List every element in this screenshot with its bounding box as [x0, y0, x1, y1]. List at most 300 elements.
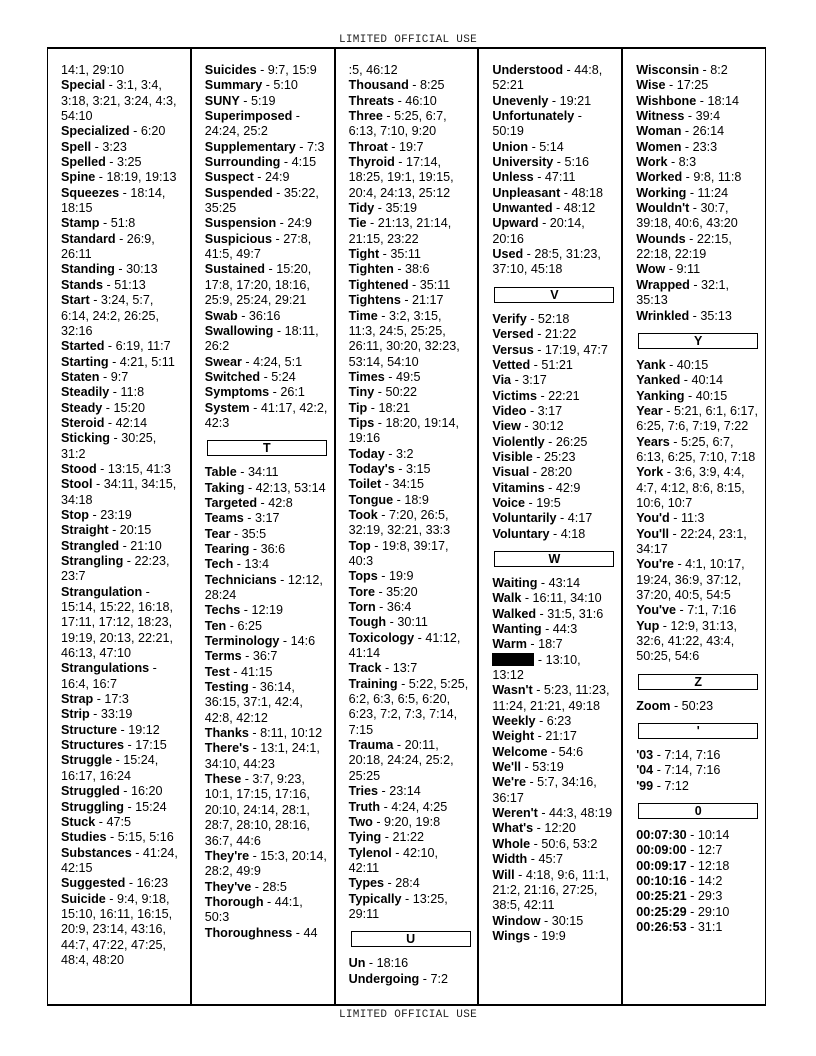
- page-line-references: 18:20, 19:14, 19:16: [348, 415, 459, 446]
- page-line-references: 9:8, 11:8: [693, 170, 742, 185]
- page-line-references: 7:1, 7:16: [687, 603, 737, 618]
- index-entry: Weight - 21:17: [492, 729, 577, 744]
- index-term: Tips: [348, 415, 375, 430]
- page-line-references: 4:15: [291, 155, 317, 170]
- page-line-references: 4:24, 4:25: [391, 799, 448, 814]
- page-line-references: 18:11, 26:2: [204, 323, 319, 354]
- page-line-references: 5:7, 34:16, 36:17: [492, 775, 597, 805]
- page-line-references: 5:15, 5:16: [117, 830, 174, 845]
- page-line-references: 4:18: [560, 526, 586, 541]
- index-term: Witness: [636, 109, 685, 124]
- index-entry: Walked - 31:5, 31:6: [492, 606, 604, 621]
- index-entry: Unless - 47:11: [492, 170, 576, 185]
- index-column-3: [336, 49, 480, 1004]
- index-entry: Swallowing - 18:11, 26:2: [204, 323, 319, 354]
- page-line-references: 48:12: [563, 201, 596, 216]
- index-term: Strangled: [61, 538, 120, 553]
- page-line-references: 5:14: [539, 139, 564, 154]
- index-entry: Years - 5:25, 6:7, 6:13, 6:25, 7:10, 7:18: [636, 434, 756, 464]
- index-term: 00:10:16: [636, 874, 687, 889]
- page-line-references: 3:17: [254, 511, 280, 526]
- index-entry: Unwanted - 48:12: [492, 201, 596, 216]
- page-line-references: 51:13: [114, 277, 146, 292]
- page-line-references: 39:4: [695, 109, 721, 124]
- page-line-references: 15:24, 16:17, 16:24: [61, 753, 159, 783]
- page-line-references: 21:17: [545, 729, 577, 744]
- index-term: Swallowing: [204, 323, 274, 338]
- index-entry: Visual - 28:20: [492, 465, 572, 480]
- index-entry: Tops - 19:9: [348, 569, 414, 584]
- page-line-references: 5:19: [251, 93, 276, 108]
- page-line-references: 44:3: [552, 622, 578, 636]
- page-line-references: 23:19: [100, 507, 132, 522]
- index-entry: Tries - 23:14: [348, 784, 421, 799]
- index-term: University: [492, 155, 554, 170]
- index-entry: 00:07:30 - 10:14: [636, 828, 730, 843]
- page-line-references: 30:13: [126, 262, 158, 277]
- page-line-references: 52:18: [537, 311, 570, 326]
- index-entry: Woman - 26:14: [636, 124, 725, 139]
- index-term: Tries: [348, 784, 378, 799]
- page-line-references: 8:2: [710, 63, 728, 77]
- index-entry: Thoroughness - 44: [204, 925, 318, 940]
- index-term: Vetted: [492, 357, 531, 372]
- index-entry: They're - 15:3, 20:14, 28:2, 49:9: [204, 848, 327, 879]
- index-entry: Victims - 22:21: [492, 388, 580, 403]
- page-line-references: 13:25, 29:11: [348, 891, 448, 921]
- page-line-references: 3:17: [522, 373, 547, 388]
- index-term: Standard: [61, 231, 116, 246]
- page-line-references: 36:7: [252, 649, 278, 664]
- index-entry: Strap - 17:3: [61, 692, 129, 707]
- index-entry: Typically - 13:25, 29:11: [348, 891, 448, 921]
- index-entry: Summary - 5:10: [204, 78, 298, 93]
- index-entry: Teams - 3:17: [204, 511, 280, 526]
- index-entry: Studies - 5:15, 5:16: [61, 830, 174, 845]
- index-entry: Suicides - 9:7, 15:9: [204, 63, 317, 77]
- index-term: Threats: [348, 93, 395, 108]
- index-term: Toxicology: [348, 630, 415, 645]
- index-entry: Tightens - 21:17: [348, 293, 444, 308]
- index-term: Understood: [492, 63, 564, 77]
- page-line-references: 19:21: [559, 93, 592, 108]
- page-line-references: 22:24, 23:1, 34:17: [636, 526, 747, 556]
- index-entry: View - 30:12: [492, 419, 564, 434]
- page-line-references: 7:20, 26:5, 32:19, 32:21, 33:3: [348, 507, 451, 538]
- index-term: Yanked: [636, 373, 681, 388]
- index-term: Tore: [348, 584, 375, 599]
- index-entry: 00:25:21 - 29:3: [636, 889, 723, 904]
- page-line-references: 38:6: [405, 262, 430, 277]
- page-line-references: 35:19: [385, 201, 417, 216]
- index-term: Steady: [61, 400, 103, 415]
- index-term: Violently: [492, 434, 545, 449]
- index-term: Times: [348, 369, 385, 384]
- index-entry: Standard - 26:9, 26:11: [61, 231, 155, 262]
- index-entry: Strangled - 21:10: [61, 538, 162, 553]
- index-entry: Started - 6:19, 11:7: [61, 339, 171, 354]
- page-line-references: 21:22: [544, 327, 577, 342]
- page-line-references: 40:14: [691, 373, 724, 388]
- header-banner: LIMITED OFFICIAL USE: [338, 34, 478, 46]
- index-term: Voluntary: [492, 526, 550, 541]
- page-line-references: 5:24: [271, 369, 296, 384]
- index-term: Staten: [61, 369, 100, 384]
- index-term: Spelled: [61, 155, 106, 170]
- index-entry: Two - 9:20, 19:8: [348, 814, 441, 829]
- index-term: Three: [348, 109, 383, 124]
- index-entry: Yup - 12:9, 31:13, 32:6, 41:22, 43:4, 50:25, 54:6: [636, 618, 738, 664]
- index-entry: Tighten - 38:6: [348, 262, 430, 277]
- index-entry: Spine - 18:19, 19:13: [61, 170, 177, 185]
- index-entry: What's - 12:20: [492, 821, 576, 836]
- page-line-references: 17:3: [104, 692, 129, 707]
- index-entry: Understood - 44:8, 52:21: [492, 63, 603, 93]
- index-term: Welcome: [492, 744, 548, 759]
- page-line-references: 33:19: [100, 707, 133, 722]
- index-term: Visible: [492, 449, 533, 464]
- index-term: Start: [61, 293, 90, 308]
- page-line-references: 35:11: [419, 277, 451, 292]
- page-line-references: 42:10, 42:11: [348, 845, 438, 875]
- page-line-references: 16:20: [130, 784, 163, 799]
- index-term: Time: [348, 308, 378, 323]
- index-entry: Verify - 52:18: [492, 311, 570, 326]
- index-entry: Start - 3:24, 5:7, 6:14, 24:2, 26:25, 32:16: [61, 293, 160, 338]
- index-term: 00:09:00: [636, 843, 687, 858]
- page-line-references: 12:7: [697, 843, 723, 858]
- footer-banner: LIMITED OFFICIAL USE: [338, 1009, 478, 1021]
- index-entry: Video - 3:17: [492, 403, 563, 418]
- index-entry: Taking - 42:13, 53:14: [204, 480, 326, 495]
- index-entry: Stamp - 51:8: [61, 216, 136, 231]
- index-entry: Tightened - 35:11: [348, 277, 451, 292]
- index-term: Started: [61, 339, 105, 354]
- page-line-references: 30:25, 31:2: [61, 431, 157, 461]
- index-entry: Upward - 20:14, 20:16: [492, 216, 585, 246]
- index-entry: Vetted - 51:21: [492, 357, 573, 372]
- index-term: Technicians: [204, 572, 277, 587]
- page-line-references: 4:18, 9:6, 11:1, 21:2, 21:16, 27:25, 38:5, 42:11: [492, 867, 609, 913]
- page-line-references: 19:9: [388, 569, 414, 584]
- page-line-references: 6:20: [140, 124, 166, 139]
- page-line-references: 28:4: [395, 876, 420, 891]
- page-line-references: 22:23, 23:7: [61, 554, 170, 584]
- index-column-1: [48, 49, 192, 1004]
- page-line-references: 36:4: [386, 600, 412, 615]
- index-entry: Un - 18:16: [348, 956, 409, 971]
- index-entry: Thanks - 8:11, 10:12: [204, 726, 323, 741]
- page-line-references: 36:6: [260, 541, 286, 556]
- index-entry: Suspicious - 27:8, 41:5, 49:7: [204, 231, 312, 262]
- index-entry: Squeezes - 18:14, 18:15: [61, 185, 166, 216]
- index-term: Tiny: [348, 385, 375, 400]
- index-entry: Tech - 13:4: [204, 557, 269, 572]
- index-term: 00:25:29: [636, 904, 687, 919]
- page-line-references: 7:2: [430, 971, 448, 986]
- index-entry: Wishbone - 18:14: [636, 93, 739, 108]
- index-term: Wow: [636, 262, 666, 277]
- index-term: Wounds: [636, 231, 686, 246]
- index-entry: Unfortunately - 50:19: [492, 109, 582, 139]
- index-term: Woman: [636, 124, 682, 139]
- page-line-references: 42:8: [268, 495, 293, 510]
- index-term: Steadily: [61, 385, 110, 400]
- index-entry: Welcome - 54:6: [492, 744, 584, 759]
- index-term: Summary: [204, 78, 263, 93]
- index-term: View: [492, 419, 521, 434]
- index-term: Testing: [204, 680, 249, 695]
- index-term: Strangulation: [61, 584, 143, 599]
- index-entry: Special - 3:1, 3:4, 3:18, 3:21, 3:24, 4:3, 54:10: [61, 78, 177, 124]
- index-term: Wisconsin: [636, 63, 700, 77]
- index-term: Terminology: [204, 634, 280, 649]
- index-term: Wise: [636, 78, 666, 93]
- page-line-references: 43:14: [548, 575, 581, 590]
- index-entry: Terminology - 14:6: [204, 634, 316, 649]
- index-entry: Ten - 6:25: [204, 618, 262, 633]
- index-term: Struggle: [61, 753, 113, 768]
- index-entry: Tip - 18:21: [348, 400, 410, 415]
- index-term: Years: [636, 434, 670, 449]
- index-entry: Walk - 16:11, 34:10: [492, 591, 602, 606]
- index-term: Top: [348, 538, 371, 553]
- page-line-references: 24:9: [287, 216, 312, 231]
- index-term: Thyroid: [348, 155, 395, 170]
- index-entry: Yanking - 40:15: [636, 388, 728, 403]
- page-line-references: 16:23: [136, 876, 169, 891]
- index-term: Tight: [348, 247, 380, 262]
- index-term: Warm: [492, 637, 527, 652]
- index-term: Sticking: [61, 431, 110, 446]
- index-entry: Took - 7:20, 26:5, 32:19, 32:21, 33:3: [348, 507, 451, 538]
- index-entry: They've - 28:5: [204, 879, 287, 894]
- page-line-references: 24:24, 25:2: [204, 124, 268, 139]
- page-line-references: 16:4, 16:7: [61, 676, 118, 691]
- index-term: Symptoms: [204, 385, 270, 400]
- page-line-references: 20:11, 20:18, 24:24, 25:2, 25:25: [348, 738, 454, 783]
- page-line-references: 41:15: [240, 664, 273, 679]
- index-entry: Stood - 13:15, 41:3: [61, 461, 171, 476]
- page-line-references: 34:11, 34:15, 34:18: [61, 477, 177, 507]
- index-term: You'd: [636, 511, 670, 526]
- page-line-references: 12:19: [251, 603, 283, 618]
- index-entry: Union - 5:14: [492, 139, 564, 154]
- page-line-references: 53:19: [532, 760, 564, 775]
- index-entry: Spelled - 3:25: [61, 155, 142, 170]
- page-line-references: 13:1, 24:1, 34:10, 44:23: [204, 741, 320, 771]
- page-line-references: 40:15: [676, 357, 709, 372]
- index-term: There's: [204, 741, 250, 756]
- index-term: Tip: [348, 400, 368, 415]
- page-line-references: 50:6, 53:2: [541, 836, 598, 851]
- index-entry: Tearing - 36:6: [204, 541, 286, 556]
- index-term: Strap: [61, 692, 94, 707]
- section-letter-header: 0: [638, 803, 758, 819]
- index-term: Struggled: [61, 784, 120, 799]
- index-entry: Strip - 33:19: [61, 707, 133, 722]
- page-line-references: 9:11: [676, 262, 701, 277]
- index-entry: Yank - 40:15: [636, 357, 709, 372]
- index-term: Used: [492, 247, 524, 262]
- index-term: Structures: [61, 738, 124, 753]
- page-line-references: 32:1, 35:13: [636, 277, 730, 308]
- index-term: Voluntarily: [492, 511, 557, 526]
- index-entry: Threats - 46:10: [348, 93, 437, 108]
- index-term: Terms: [204, 649, 242, 664]
- index-term: Will: [492, 867, 515, 882]
- index-term: Track: [348, 661, 382, 676]
- index-entry: Strangulation - 15:14, 15:22, 16:18, 17:11, 17:12, 18:23, 19:19, 20:13, 22:21, 46:13, 47:10: [61, 584, 174, 661]
- index-entry: Vitamins - 42:9: [492, 480, 581, 495]
- page-line-references: 5:25, 6:7, 6:13, 6:25, 7:10, 7:18: [636, 434, 756, 464]
- page-line-references: 50:23: [681, 698, 714, 713]
- page-line-references: 15:14, 15:22, 16:18, 17:11, 17:12, 18:23, 19:19, 20:13, 22:21, 46:13, 47:10: [61, 600, 174, 661]
- index-entry: Width - 45:7: [492, 852, 563, 867]
- index-entry: Time - 3:2, 3:15, 11:3, 24:5, 25:25, 26:11, 30:20, 32:23, 53:14, 54:10: [348, 308, 460, 369]
- index-column-4: [479, 49, 623, 1004]
- index-entry: Structure - 19:12: [61, 722, 160, 737]
- index-entry: Unpleasant - 48:18: [492, 185, 603, 200]
- index-entry: Supplementary - 7:3: [204, 139, 325, 154]
- page-line-references: 26:1: [280, 385, 305, 400]
- page-line-references: 9:7: [110, 369, 129, 384]
- index-entry: Tylenol - 42:10, 42:11: [348, 845, 438, 875]
- index-entry: You'll - 22:24, 23:1, 34:17: [636, 526, 747, 556]
- index-term: They've: [204, 879, 252, 894]
- index-entry: Versus - 17:19, 47:7: [492, 342, 608, 357]
- index-term: Suggested: [61, 876, 126, 891]
- index-entry: Weekly - 6:23: [492, 714, 572, 729]
- page-line-references: 15:3, 20:14, 28:2, 49:9: [204, 848, 327, 879]
- page-line-references: 23:3: [692, 139, 718, 154]
- index-entry: Techs - 12:19: [204, 603, 283, 618]
- index-term: Today: [348, 446, 385, 461]
- index-term: Tightened: [348, 277, 409, 292]
- page-line-references: 12:18: [697, 858, 730, 873]
- page-line-references: 13:15, 41:3: [107, 461, 171, 476]
- index-term: Suspension: [204, 216, 277, 231]
- index-term: Truth: [348, 799, 381, 814]
- index-term: Worked: [636, 170, 683, 185]
- page-line-references: 21:22: [392, 830, 424, 845]
- index-term: Unwanted: [492, 201, 553, 216]
- index-entry: Stands - 51:13: [61, 277, 146, 292]
- index-term: Suicide: [61, 891, 106, 906]
- page-line-references: 22:15, 22:18, 22:19: [636, 231, 732, 262]
- index-entry: Unevenly - 19:21: [492, 93, 592, 108]
- index-entry: Witness - 39:4: [636, 109, 721, 124]
- page-line-references: 5:10: [273, 78, 298, 93]
- index-entry: Surrounding - 4:15: [204, 155, 317, 170]
- index-entry: You're - 4:1, 10:17, 19:24, 36:9, 37:12, 37:20, 40:5, 54:5: [636, 557, 745, 602]
- page-line-references: 28:5, 31:23, 37:10, 45:18: [492, 247, 601, 277]
- index-entry: Worked - 9:8, 11:8: [636, 170, 742, 185]
- page-line-references: 18:19, 19:13: [106, 170, 177, 185]
- page-line-references: 20:15: [119, 523, 152, 538]
- index-entry: 00:26:53 - 31:1: [636, 920, 723, 935]
- index-entry: Staten - 9:7: [61, 369, 129, 384]
- index-entry: '04 - 7:14, 7:16: [636, 763, 721, 778]
- page-line-references: 7:12: [664, 778, 689, 793]
- page-line-references: 34:15: [392, 477, 424, 492]
- index-entry: Wrapped - 32:1, 35:13: [636, 277, 730, 308]
- index-term: Thorough: [204, 894, 264, 909]
- page-line-references: 20:14, 20:16: [492, 216, 585, 246]
- index-term: Surrounding: [204, 155, 281, 170]
- page-line-references: 21:10: [130, 538, 162, 553]
- index-frame: [47, 47, 766, 1006]
- page-line-references: 15:20: [113, 400, 146, 415]
- page-line-references: 31:5, 31:6: [547, 606, 604, 621]
- page-line-references: 9:4, 9:18, 15:10, 16:11, 16:15, 20:9, 23:14, 43:16, 44:7, 47:22, 47:25, 48:4, 48:20: [61, 891, 173, 967]
- index-term: Walk: [492, 591, 522, 606]
- index-entry: 00:09:00 - 12:7: [636, 843, 723, 858]
- page-line-references: 35:13: [700, 308, 732, 323]
- index-term: Suspended: [204, 185, 273, 200]
- page-line-references: 35:11: [390, 247, 421, 262]
- page-line-references: 49:5: [395, 369, 421, 384]
- index-term: Un: [348, 956, 366, 971]
- index-entry: Standing - 30:13: [61, 262, 158, 277]
- index-entry: Types - 28:4: [348, 876, 420, 891]
- index-entry: Specialized - 6:20: [61, 124, 166, 139]
- index-entry: Voluntarily - 4:17: [492, 511, 593, 526]
- index-term: SUNY: [204, 93, 240, 108]
- index-entry: Wanting - 44:3: [492, 622, 578, 636]
- index-term: Women: [636, 139, 682, 154]
- index-term: 00:25:21: [636, 889, 687, 904]
- page-line-references: 29:10: [697, 904, 730, 919]
- page-line-references: 19:8, 39:17, 40:3: [348, 538, 449, 568]
- index-entry: Today - 3:2: [348, 446, 414, 461]
- index-term: Taking: [204, 480, 245, 495]
- index-term: Wings: [492, 928, 531, 943]
- index-term: '99: [636, 778, 654, 793]
- index-entry: Thousand - 8:25: [348, 78, 445, 93]
- page-line-references: 44:8, 52:21: [492, 63, 603, 93]
- index-term: Undergoing: [348, 971, 420, 986]
- index-entry: Tight - 35:11: [348, 247, 421, 262]
- page-line-references: 14:2: [697, 874, 723, 889]
- index-entry: Switched - 5:24: [204, 369, 296, 384]
- index-entry: Strangling - 22:23, 23:7: [61, 554, 170, 584]
- index-entry: Tying - 21:22: [348, 830, 424, 845]
- page-line-references: 42:13, 53:14: [255, 480, 326, 495]
- index-term: Teams: [204, 511, 244, 526]
- page-line-references: 3:7, 9:23, 10:1, 17:15, 17:16, 20:10, 24:14, 28:1, 28:7, 28:10, 28:16, 36:7, 44:6: [204, 772, 310, 848]
- index-term: Vitamins: [492, 480, 545, 495]
- index-term: System: [204, 400, 250, 415]
- page-line-references: 9:20, 19:8: [384, 814, 441, 829]
- index-term: Verify: [492, 311, 527, 326]
- index-column-2: [192, 49, 336, 1004]
- page-line-references: 5:25, 6:7, 6:13, 7:10, 9:20: [348, 109, 447, 139]
- index-term: Union: [492, 139, 529, 154]
- index-term: Strip: [61, 707, 90, 722]
- index-term: Standing: [61, 262, 115, 277]
- index-entry: Working - 11:24: [636, 185, 729, 200]
- page-line-references: 54:6: [558, 744, 584, 759]
- index-term: Visual: [492, 465, 530, 480]
- index-entry: Steroid - 42:14: [61, 415, 148, 430]
- index-entry: Truth - 4:24, 4:25: [348, 799, 448, 814]
- index-entry: Thorough - 44:1, 50:3: [204, 894, 303, 925]
- index-term: Tie: [348, 216, 367, 231]
- page-line-references: 34:11: [247, 465, 279, 480]
- index-entry: Strangulations - 16:4, 16:7: [61, 661, 157, 691]
- index-entry: Table - 34:11: [204, 465, 279, 480]
